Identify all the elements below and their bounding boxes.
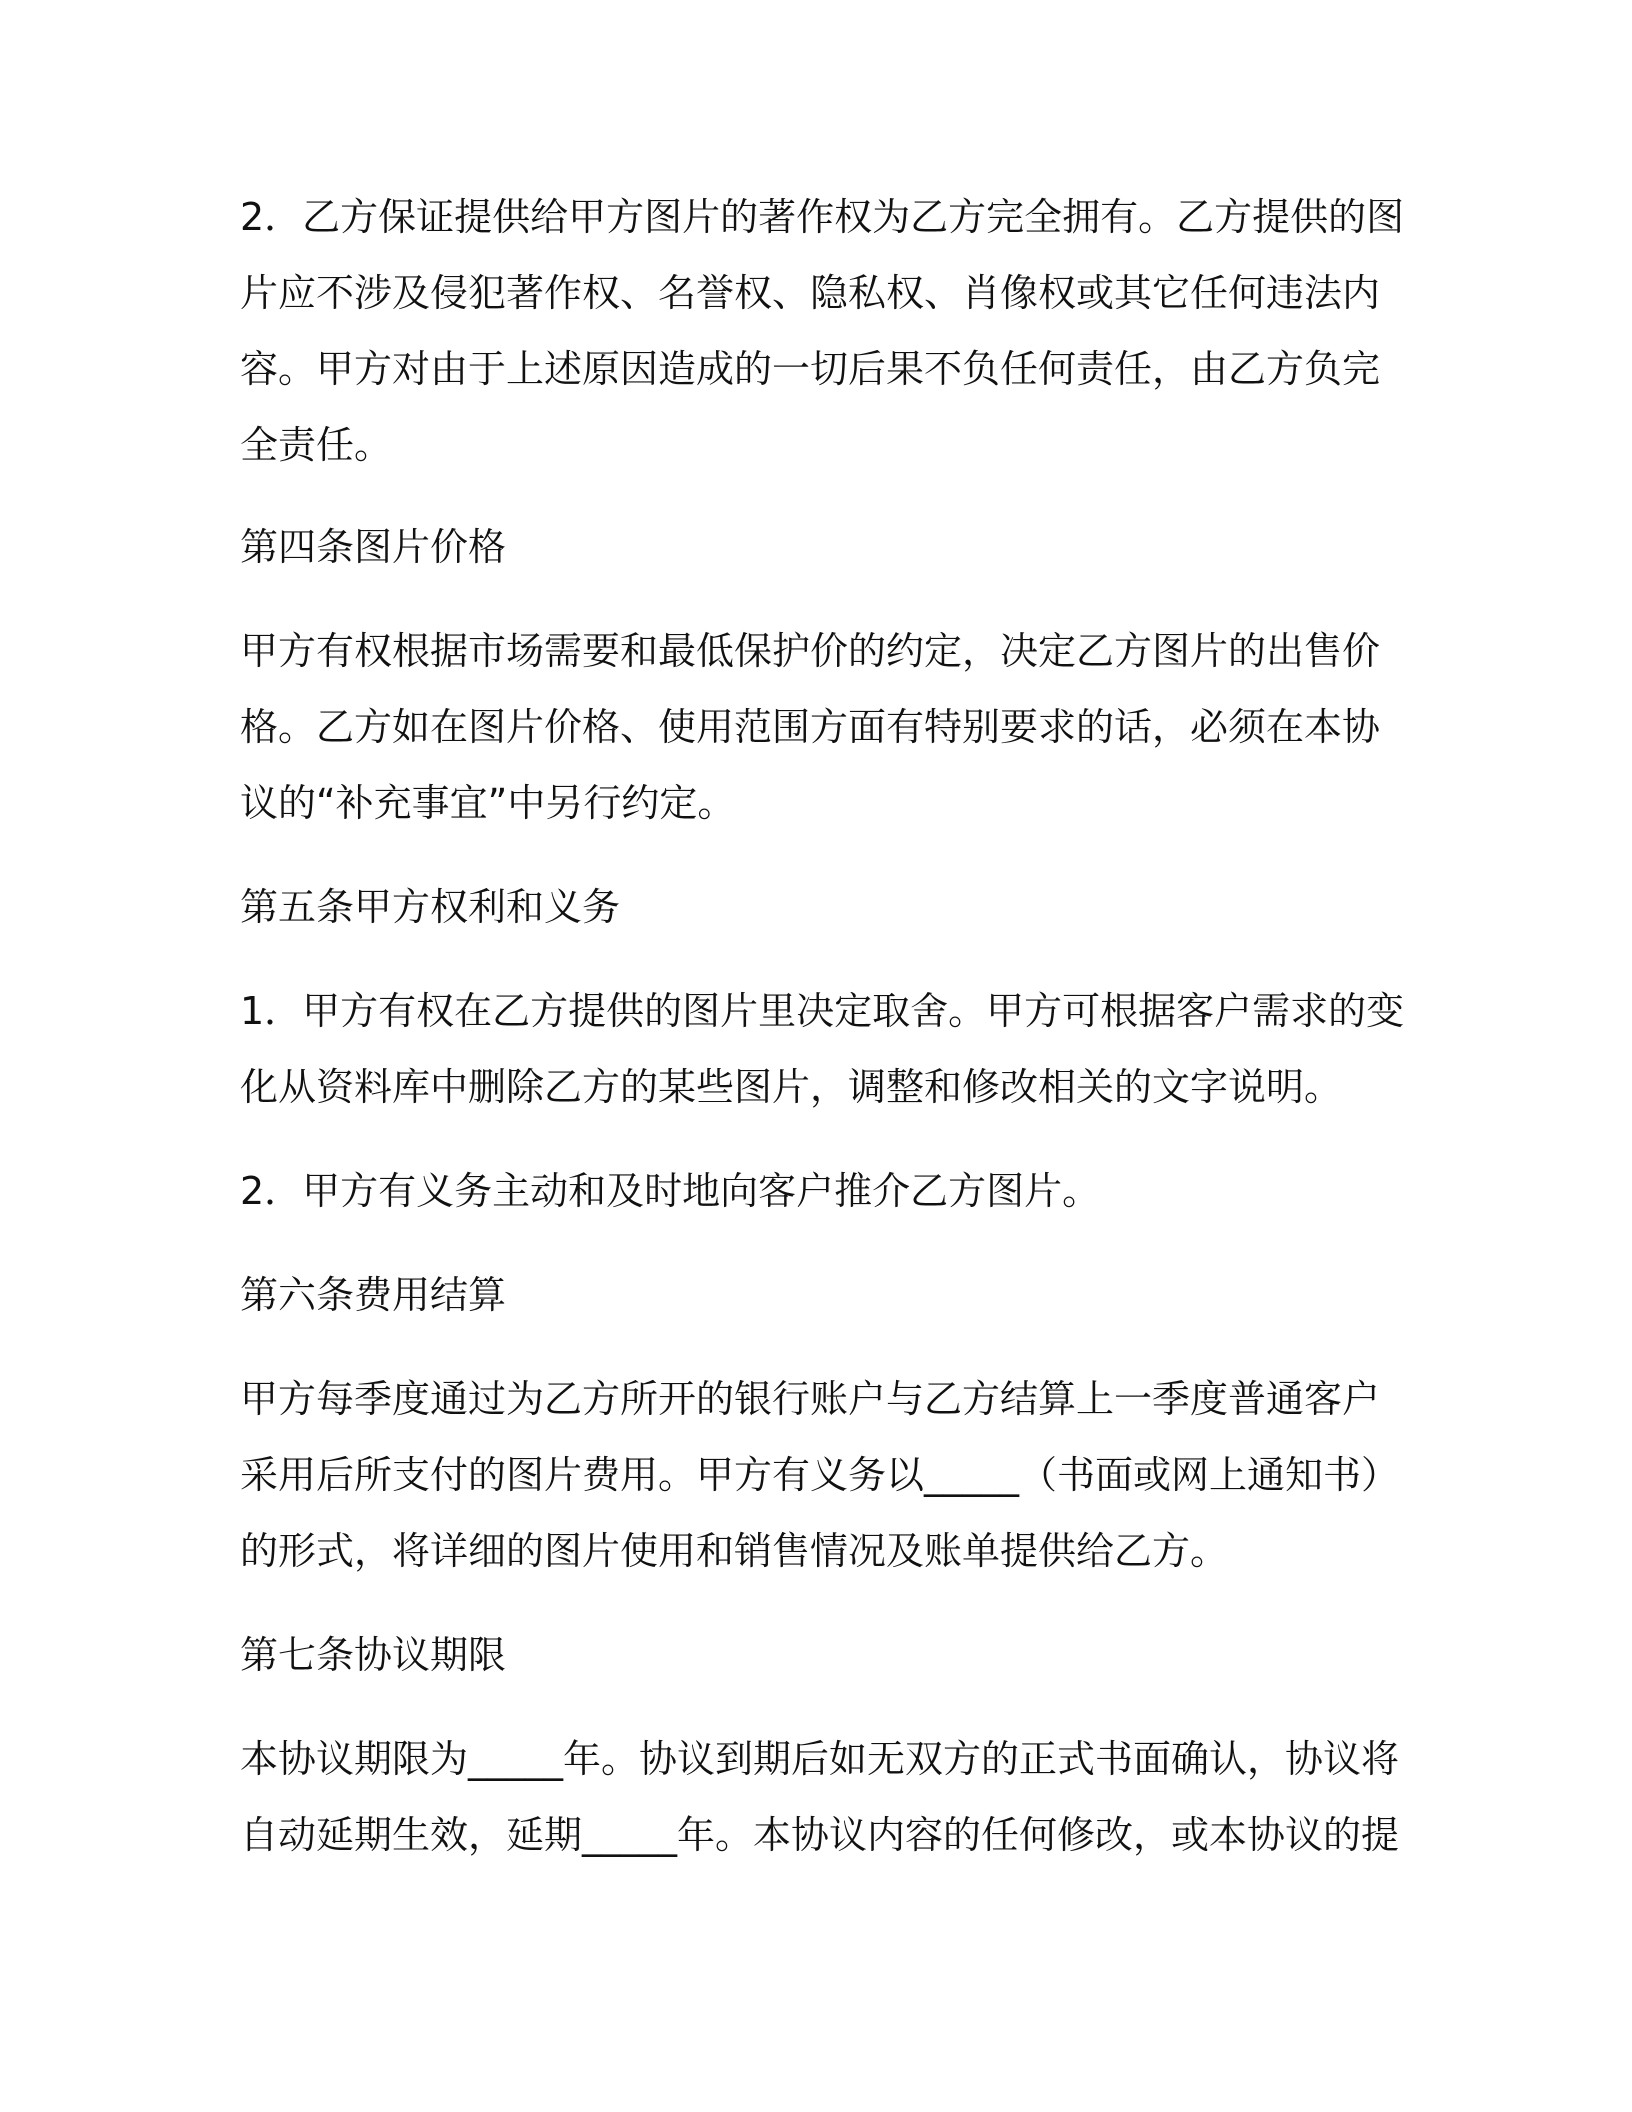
clause-5-item-2: 2．甲方有义务主动和及时地向客户推介乙方图片。: [240, 1169, 1101, 1213]
clause-3-item-2-line-1: 2．乙方保证提供给甲方图片的著作权为乙方完全拥有。乙方提供的图: [240, 195, 1405, 239]
clause-3-item-2-line-4: 全责任。: [240, 423, 393, 467]
clause-4-heading: 第四条图片价格: [240, 525, 507, 569]
clause-6-body-line-3: 的形式，将详细的图片使用和销售情况及账单提供给乙方。: [240, 1529, 1229, 1573]
clause-5-heading: 第五条甲方权利和义务: [240, 885, 621, 929]
clause-7-body-line-1: 本协议期限为_____年。协议到期后如无双方的正式书面确认，协议将: [240, 1737, 1400, 1781]
clause-4-body-line-3: 议的“补充事宜”中另行约定。: [240, 781, 736, 825]
clause-7-body-line-2: 自动延期生效，延期_____年。本协议内容的任何修改，或本协议的提: [240, 1813, 1400, 1857]
clause-6-heading: 第六条费用结算: [240, 1273, 507, 1317]
clause-4-body-line-1: 甲方有权根据市场需要和最低保护价的约定，决定乙方图片的出售价: [240, 629, 1381, 673]
clause-5-item-1-line-1: 1．甲方有权在乙方提供的图片里决定取舍。甲方可根据客户需求的变: [240, 989, 1405, 1033]
clause-5-item-1-line-2: 化从资料库中删除乙方的某些图片，调整和修改相关的文字说明。: [240, 1065, 1343, 1109]
clause-6-body-line-2: 采用后所支付的图片费用。甲方有义务以_____（书面或网上通知书）: [240, 1453, 1400, 1497]
clause-7-heading: 第七条协议期限: [240, 1633, 507, 1677]
clause-6-body-line-1: 甲方每季度通过为乙方所开的银行账户与乙方结算上一季度普通客户: [240, 1377, 1381, 1421]
clause-3-item-2-line-3: 容。甲方对由于上述原因造成的一切后果不负任何责任，由乙方负完: [240, 347, 1381, 391]
clause-4-body-line-2: 格。乙方如在图片价格、使用范围方面有特别要求的话，必须在本协: [240, 705, 1381, 749]
clause-3-item-2-line-2: 片应不涉及侵犯著作权、名誉权、隐私权、肖像权或其它任何违法内: [240, 271, 1381, 315]
